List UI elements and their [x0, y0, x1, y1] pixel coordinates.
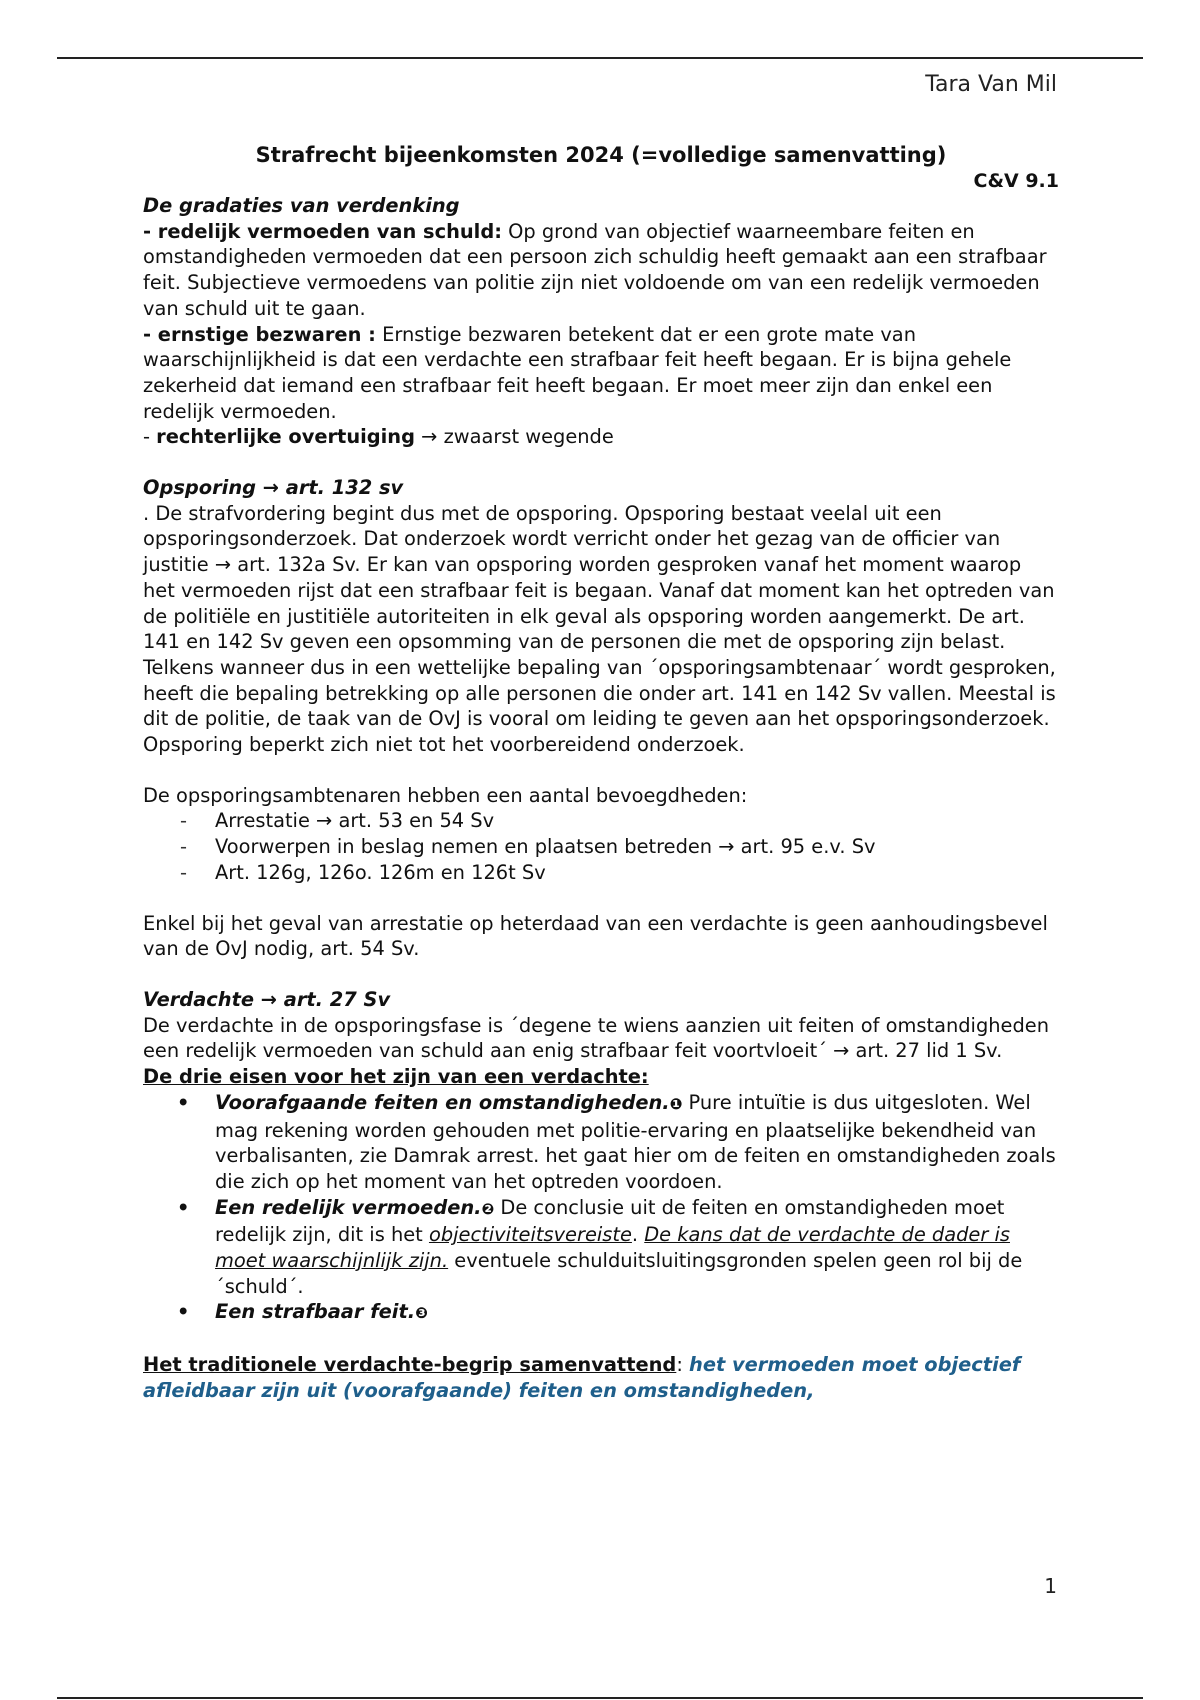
list-item: - Art. 126g, 126o. 126m en 126t Sv: [215, 860, 1059, 886]
document-body: [143, 141, 1059, 1404]
header-rule: [57, 57, 1143, 59]
list-item: - Arrestatie → art. 53 en 54 Sv: [215, 808, 1059, 834]
heading-opsporing: Opsporing → art. 132 sv: [143, 476, 404, 500]
powers-intro: De opsporingsambtenaren hebben een aantal bevoegdheden:: [143, 783, 748, 807]
requirement-1-term: Voorafgaande feiten en omstandigheden.: [215, 1090, 670, 1114]
verdachte-paragraph: De verdachte in de opsporingsfase is ´degene te wiens aanzien uit feiten of omstandigheden een redelijk vermoeden van schuld aan enig strafbaar feit voortvloeit´ → art. 27 lid 1 Sv.: [143, 1013, 1050, 1063]
page-number: 1: [1044, 1574, 1057, 1598]
gradatie-item-3: [143, 424, 1059, 450]
gradatie-text-1: Op grond van objectief waarneembare feiten en omstandigheden vermoeden dat een persoon zich schuldig heeft gemaakt aan een strafbaar feit. Subjectieve vermoedens van politie zijn niet voldoende om van een redelijk vermoeden van schuld uit te gaan.: [143, 219, 1047, 320]
requirement-3: [215, 1299, 1059, 1327]
gradatie-item-1: [143, 219, 1059, 322]
requirement-2-text-b: .: [631, 1223, 645, 1247]
gradatie-dash-3: -: [143, 425, 157, 449]
number-three-icon: ❸: [415, 1304, 428, 1323]
document-title: Strafrecht bijeenkomsten 2024 (=volledige samenvatting): [255, 143, 947, 167]
course-code: C&V 9.1: [973, 170, 1059, 192]
requirement-3-term: Een strafbaar feit.: [215, 1300, 416, 1324]
gradatie-text-3: → zwaarst wegende: [415, 425, 614, 449]
gradatie-term-3: rechterlijke overtuiging: [156, 425, 415, 449]
waarschijnlijk-sentence: De kans dat de verdachte de dader is moet waarschijnlijk zijn.: [215, 1223, 1010, 1273]
heading-verdachte: Verdachte → art. 27 Sv: [143, 987, 391, 1011]
footer-rule: [57, 1697, 1143, 1699]
summary-paragraph: [143, 1352, 1059, 1403]
number-one-icon: ❶: [669, 1094, 683, 1113]
heading-gradaties: De gradaties van verdenking: [143, 194, 460, 217]
requirement-2-text-a: De conclusie uit de feiten en omstandigheden moet redelijk zijn, dit is het: [215, 1195, 1005, 1247]
gradatie-term-2: - ernstige bezwaren :: [143, 322, 376, 346]
number-two-icon: ❷: [481, 1199, 495, 1218]
objectiviteitsvereiste-term: objectiviteitsvereiste: [428, 1223, 632, 1247]
requirement-2-term: Een redelijk vermoeden.: [215, 1195, 482, 1219]
summary-text: het vermoeden moet objectief afleidbaar zijn uit (voorafgaande) feiten en omstandigheden,: [143, 1353, 1021, 1402]
gradatie-term-1: - redelijk vermoeden van schuld:: [143, 219, 502, 243]
summary-label: Het traditionele verdachte-begrip samenvattend: [143, 1353, 677, 1377]
requirements-list: [143, 1090, 1059, 1327]
author-name: Tara Van Mil: [925, 72, 1057, 97]
gradatie-item-2: [143, 322, 1059, 425]
requirement-1: [215, 1090, 1059, 1195]
opsporing-paragraph: . De strafvordering begint dus met de opsporing. Opsporing bestaat veelal uit een opsporingsonderzoek. Dat onderzoek wordt verricht onder het gezag van de officier van justitie → art. 132a Sv. Er kan van opsporing worden gesproken vanaf het moment waarop het vermoeden rijst dat een strafbaar feit is begaan. Vanaf dat moment kan het optreden van de politiële en justitiële autoriteiten in elk geval als opsporing worden aangemerkt. De art. 141 en 142 Sv geven een opsomming van de personen die met de opsporing zijn belast. Telkens wanneer dus in een wettelijke bepaling van ´opsporingsambtenaar´ wordt gesproken, heeft die bepaling betrekking op alle personen die onder art. 141 en 142 Sv vallen. Meestal is dit de politie, de taak van de OvJ is vooral om leiding te geven aan het opsporingsonderzoek. Opsporing beperkt zich niet tot het voorbereidend onderzoek.: [143, 501, 1056, 757]
requirement-2-text-c: eventuele schulduitsluitingsgronden spelen geen rol bij de ´schuld´.: [215, 1249, 1023, 1298]
heterdaad-paragraph: Enkel bij het geval van arrestatie op heterdaad van een verdachte is geen aanhoudingsbevel van de OvJ nodig, art. 54 Sv.: [143, 911, 1048, 961]
requirement-2: [215, 1195, 1059, 1300]
requirement-1-text: Pure intuïtie is dus uitgesloten. Wel mag rekening worden gehouden met politie-ervaring en plaatselijke bekendheid van verbalisanten, zie Damrak arrest. het gaat hier om de feiten en omstandigheden zoals die zich op het moment van het optreden voordoen.: [215, 1090, 1056, 1193]
list-item: - Voorwerpen in beslag nemen en plaatsen betreden → art. 95 e.v. Sv: [215, 834, 1059, 860]
gradatie-text-2: Ernstige bezwaren betekent dat er een grote mate van waarschijnlijkheid is dat een verdachte een strafbaar feit heeft begaan. Er is bijna gehele zekerheid dat iemand een strafbaar feit heeft begaan. Er moet meer zijn dan enkel een redelijk vermoeden.: [143, 322, 1012, 423]
requirements-heading: De drie eisen voor het zijn van een verdachte:: [143, 1065, 649, 1089]
summary-colon: :: [676, 1353, 690, 1377]
powers-list: [143, 808, 1059, 885]
